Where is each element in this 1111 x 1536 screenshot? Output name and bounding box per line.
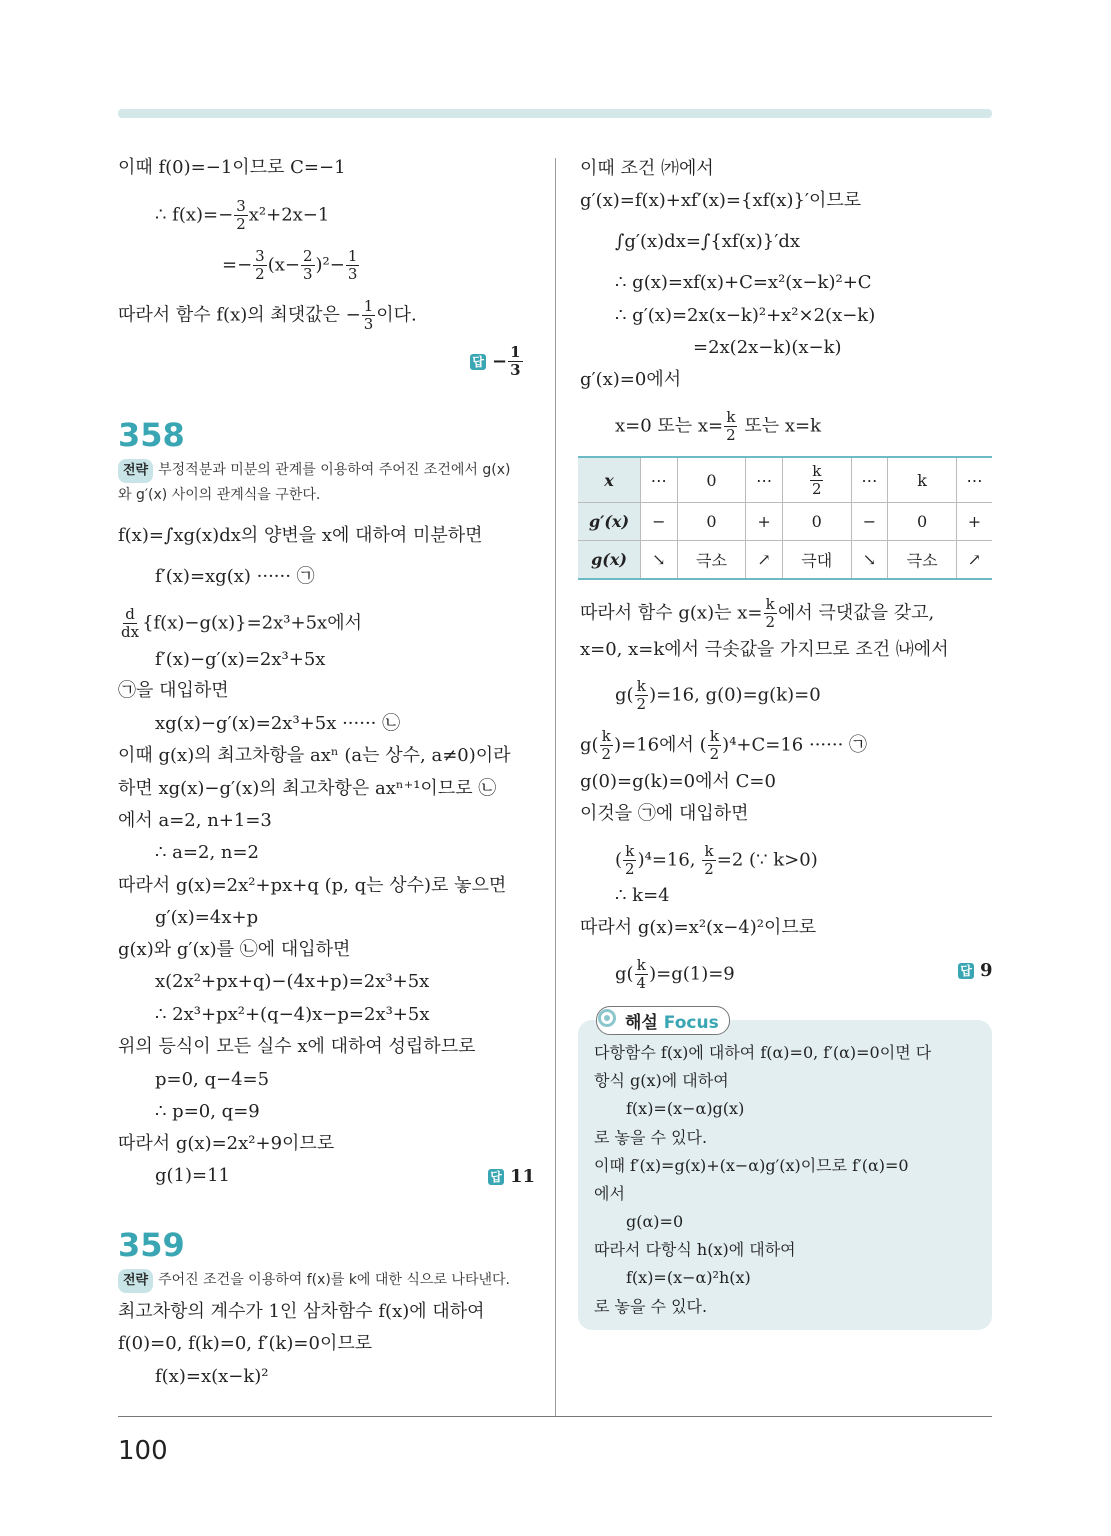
math-line xyxy=(155,841,259,865)
answer-badge: 답 xyxy=(488,1169,504,1185)
math-line xyxy=(118,679,229,703)
math-line xyxy=(118,809,272,833)
math-line xyxy=(118,524,483,548)
math-text: f(x)=(x−α)²h(x) xyxy=(626,1268,751,1287)
math-text: g( xyxy=(615,963,634,985)
math-line xyxy=(118,298,417,333)
increase-decrease-table xyxy=(578,456,992,580)
numerator: k xyxy=(636,956,646,974)
numerator: 3 xyxy=(255,247,265,265)
math-text: ∴ 2x³+px²+(q−4)x−p=2x³+5x xyxy=(155,1004,430,1025)
strategy-text: 주어진 조건을 이용하여 f(x)를 k에 대한 식으로 나타낸다. xyxy=(158,1272,510,1288)
math-line xyxy=(615,409,821,444)
table-cell: ⋯ xyxy=(956,457,992,503)
table-cell: 0 xyxy=(677,457,746,503)
math-text: 이것을 ㉠에 대입하면 xyxy=(580,803,749,824)
math-text: )=g(1)=9 xyxy=(649,963,735,985)
math-text: 따라서 g(x)=2x²+px+q (p, q는 상수)로 놓으면 xyxy=(118,875,507,896)
math-text: g′(x)=f(x)+xf′(x)={xf(x)}′이므로 xyxy=(580,190,862,211)
math-text: ( xyxy=(615,849,623,871)
math-line xyxy=(580,728,867,763)
math-line xyxy=(118,606,362,641)
table-cell: + xyxy=(956,503,992,541)
focus-line xyxy=(626,1097,744,1121)
denominator: 2 xyxy=(636,695,647,713)
denominator: 2 xyxy=(709,745,720,763)
table-row xyxy=(578,503,992,541)
focus-line xyxy=(594,1295,707,1319)
fraction xyxy=(810,463,824,498)
math-text: 따라서 함수 g(x)는 x= xyxy=(580,602,763,624)
math-text: x(2x²+px+q)−(4x+p)=2x³+5x xyxy=(155,971,430,992)
math-text: − xyxy=(492,350,508,372)
answer-value: 11 xyxy=(510,1166,536,1187)
math-text: 에서 xyxy=(594,1184,625,1203)
math-text: 로 놓을 수 있다. xyxy=(594,1297,708,1316)
denominator: 3 xyxy=(347,265,358,283)
math-text: )⁴+C=16 ······ ㉠ xyxy=(722,734,868,756)
math-line xyxy=(615,884,670,908)
math-line xyxy=(580,368,681,392)
math-line xyxy=(615,678,821,713)
focus-line xyxy=(594,1182,625,1206)
math-text: ∴ p=0, q=9 xyxy=(155,1101,260,1122)
math-text: f′(x)−g′(x)=2x³+5x xyxy=(155,649,326,670)
math-line xyxy=(118,1332,372,1356)
focus-title-accent: Focus xyxy=(663,1013,719,1033)
strategy-tag: 전략 xyxy=(118,459,153,483)
math-text: 이때 f′(x)=g(x)+(x−α)g′(x)이므로 f′(α)=0 xyxy=(594,1156,909,1175)
table-cell: 0 xyxy=(782,503,851,541)
math-line xyxy=(615,843,818,878)
numerator: k xyxy=(765,595,775,613)
fraction xyxy=(763,596,777,631)
table-cell: 극소 xyxy=(888,541,957,580)
footer-rule xyxy=(118,1416,992,1417)
fraction xyxy=(346,248,360,283)
math-line xyxy=(118,1300,485,1324)
denominator: 2 xyxy=(726,426,736,444)
math-text: 항식 g(x)에 대하여 xyxy=(594,1071,729,1090)
problem-number-358: 358 xyxy=(118,416,185,454)
math-text: =− xyxy=(222,254,253,276)
math-line xyxy=(118,777,496,801)
table-row xyxy=(578,457,992,503)
math-text: g′(x)=0에서 xyxy=(580,369,682,390)
math-text: x=0 또는 x= xyxy=(615,415,724,437)
column-divider xyxy=(555,158,556,1416)
math-line xyxy=(155,1164,230,1188)
math-text: 최고차항의 계수가 1인 삼차함수 f(x)에 대하여 xyxy=(118,1301,485,1322)
math-text: g( xyxy=(580,734,599,756)
math-line xyxy=(615,304,875,328)
math-text: ㉠을 대입하면 xyxy=(118,680,229,701)
table-cell: + xyxy=(746,503,783,541)
math-line xyxy=(155,648,325,672)
math-text: (x− xyxy=(267,254,300,276)
table-cell: ↗ xyxy=(746,541,783,580)
answer-badge: 답 xyxy=(958,963,974,979)
math-text: 에서 극댓값을 갖고, xyxy=(778,602,935,624)
math-text: )⁴=16, xyxy=(637,849,702,871)
math-text: {f(x)−g(x)}=2x³+5x에서 xyxy=(142,612,362,634)
header-bar xyxy=(118,109,992,118)
math-text: ∴ g(x)=xf(x)+C=x²(x−k)²+C xyxy=(615,272,872,293)
table-cell: ⋯ xyxy=(641,457,678,503)
math-line xyxy=(118,874,506,898)
target-icon xyxy=(598,1009,616,1027)
table-cell: 극소 xyxy=(677,541,746,580)
strategy-text: 와 g′(x) 사이의 관계식을 구한다. xyxy=(118,487,321,503)
math-line xyxy=(155,1365,269,1389)
math-text: f(x)=x(x−k)² xyxy=(155,1366,269,1387)
math-text: f(x)=(x−α)g(x) xyxy=(626,1099,745,1118)
math-line xyxy=(693,336,842,360)
row-header: g(x) xyxy=(578,541,641,580)
math-line xyxy=(222,248,360,283)
math-text: g(1)=11 xyxy=(155,1165,231,1186)
table-cell: ⋯ xyxy=(746,457,783,503)
table-cell: − xyxy=(641,503,678,541)
denominator: 3 xyxy=(363,315,374,333)
math-text: g( xyxy=(615,684,634,706)
table-cell: ↘ xyxy=(641,541,678,580)
answer-value: 9 xyxy=(980,960,993,981)
fraction xyxy=(635,957,649,992)
focus-title xyxy=(596,1006,730,1035)
math-text: 위의 등식이 모든 실수 x에 대하여 성립하므로 xyxy=(118,1036,476,1057)
math-text: 또는 x=k xyxy=(738,415,822,437)
row-header: g′(x) xyxy=(578,503,641,541)
table-cell: 0 xyxy=(677,503,746,541)
table-cell: − xyxy=(851,503,888,541)
denominator: 2 xyxy=(625,860,635,878)
math-line xyxy=(615,230,800,254)
math-text: f′(x)=xg(x) ······ ㉠ xyxy=(155,566,315,587)
table-cell xyxy=(782,457,851,503)
fraction xyxy=(708,728,722,763)
math-text: 다항함수 f(x)에 대하여 f(α)=0, f′(α)=0이면 다 xyxy=(594,1043,932,1062)
table-cell: ↘ xyxy=(851,541,888,580)
table-cell: k xyxy=(888,457,957,503)
math-line xyxy=(155,1068,269,1092)
numerator: k xyxy=(704,842,714,860)
numerator: 1 xyxy=(347,247,358,265)
math-line xyxy=(580,189,861,213)
math-text: g(0)=g(k)=0에서 C=0 xyxy=(580,771,776,792)
page-number: 100 xyxy=(118,1436,168,1466)
numerator: 2 xyxy=(302,247,313,265)
math-line xyxy=(155,970,429,994)
math-line xyxy=(155,1100,260,1124)
denominator: 2 xyxy=(255,265,265,283)
focus-line xyxy=(626,1266,751,1290)
denominator: 2 xyxy=(811,479,822,498)
numerator: 1 xyxy=(363,297,374,315)
math-text: )=16, g(0)=g(k)=0 xyxy=(649,684,821,706)
focus-line xyxy=(594,1154,909,1178)
table-cell: ⋯ xyxy=(851,457,888,503)
fraction xyxy=(724,409,738,444)
math-text: f(0)=0, f(k)=0, f′(k)=0이므로 xyxy=(118,1333,373,1354)
math-text: 따라서 다항식 h(x)에 대하여 xyxy=(594,1240,796,1259)
math-line xyxy=(580,596,934,631)
math-line xyxy=(118,938,350,962)
math-line xyxy=(580,770,776,794)
math-text: 이때 조건 ㈎에서 xyxy=(580,158,714,179)
math-text: 따라서 g(x)=2x²+9이므로 xyxy=(118,1133,335,1154)
denominator: 3 xyxy=(510,361,521,379)
strategy-358 xyxy=(118,458,510,507)
answer-358 xyxy=(488,1166,535,1187)
math-line xyxy=(580,802,749,826)
numerator: 1 xyxy=(510,343,521,361)
fraction xyxy=(253,248,267,283)
fraction xyxy=(508,344,522,379)
fraction xyxy=(635,678,649,713)
problem-number-359: 359 xyxy=(118,1226,185,1264)
answer-value xyxy=(492,343,524,379)
math-text: 로 놓을 수 있다. xyxy=(594,1128,708,1147)
denominator: 4 xyxy=(636,974,647,992)
table-cell: 극대 xyxy=(782,541,851,580)
math-text: 따라서 함수 f(x)의 최댓값은 − xyxy=(118,304,361,326)
math-line xyxy=(118,744,511,768)
fraction xyxy=(362,298,376,333)
table-row xyxy=(578,541,992,580)
math-text: g(α)=0 xyxy=(626,1212,684,1231)
numerator: k xyxy=(812,461,822,480)
row-header: x xyxy=(578,457,641,503)
focus-line xyxy=(594,1069,729,1093)
fraction xyxy=(301,248,315,283)
numerator: k xyxy=(625,842,635,860)
math-text: 이다. xyxy=(376,304,417,326)
strategy-359 xyxy=(118,1268,510,1293)
math-text: x²+2x−1 xyxy=(248,204,330,226)
numerator: k xyxy=(709,727,719,745)
numerator: k xyxy=(636,677,646,695)
math-line xyxy=(155,712,400,736)
fraction xyxy=(623,843,637,878)
answer-badge: 답 xyxy=(470,354,486,370)
math-text: x=0, x=k에서 극솟값을 가지므로 조건 ㈏에서 xyxy=(580,639,949,660)
math-text: 이때 g(x)의 최고차항을 axⁿ (a는 상수, a≠0)이라 xyxy=(118,745,511,766)
denominator: 2 xyxy=(601,745,612,763)
numerator: k xyxy=(601,727,611,745)
math-text: =2x(2x−k)(x−k) xyxy=(693,337,842,358)
math-text: 이때 f(0)=−1이므로 C=−1 xyxy=(118,157,346,178)
strategy-text: 부정적분과 미분의 관계를 이용하여 주어진 조건에서 g(x) xyxy=(158,462,511,478)
math-text: =2 (∵ k>0) xyxy=(716,849,818,871)
math-text: p=0, q−4=5 xyxy=(155,1069,270,1090)
math-text: ∴ g′(x)=2x(x−k)²+x²×2(x−k) xyxy=(615,305,876,326)
math-text: 하면 xg(x)−g′(x)의 최고차항은 axⁿ⁺¹이므로 ㉡ xyxy=(118,778,497,799)
math-line xyxy=(118,1035,475,1059)
math-text: 에서 a=2, n+1=3 xyxy=(118,810,272,831)
math-text: ∴ k=4 xyxy=(615,885,670,906)
math-line xyxy=(155,906,258,930)
math-text: f(x)=∫xg(x)dx의 양변을 x에 대하여 미분하면 xyxy=(118,525,483,546)
math-text: 따라서 g(x)=x²(x−4)²이므로 xyxy=(580,917,817,938)
denominator: dx xyxy=(121,623,140,641)
math-text: g′(x)=4x+p xyxy=(155,907,259,928)
answer-359 xyxy=(958,960,993,981)
focus-title-text: 해설 xyxy=(625,1013,658,1033)
math-line xyxy=(580,157,714,181)
math-line xyxy=(155,1003,430,1027)
strategy-tag: 전략 xyxy=(118,1269,153,1293)
math-line xyxy=(155,565,315,589)
math-text: ∴ a=2, n=2 xyxy=(155,842,260,863)
table-cell: ↗ xyxy=(956,541,992,580)
fraction xyxy=(702,843,716,878)
numerator: 3 xyxy=(236,197,246,215)
focus-line xyxy=(594,1126,707,1150)
math-line xyxy=(155,198,329,233)
math-line xyxy=(580,638,949,662)
math-text: )²− xyxy=(315,254,345,276)
math-text: xg(x)−g′(x)=2x³+5x ······ ㉡ xyxy=(155,713,401,734)
fraction xyxy=(119,606,141,641)
math-line xyxy=(580,916,816,940)
answer-357 xyxy=(470,344,524,379)
numerator: k xyxy=(726,408,736,426)
focus-line xyxy=(626,1210,683,1234)
math-line xyxy=(615,957,735,992)
focus-line xyxy=(594,1238,796,1262)
denominator: 2 xyxy=(236,215,246,233)
numerator: d xyxy=(125,605,135,623)
denominator: 3 xyxy=(302,265,313,283)
math-line xyxy=(118,156,346,180)
math-line xyxy=(118,1132,334,1156)
math-line xyxy=(615,271,872,295)
math-text: ∫g′(x)dx=∫{xf(x)}′dx xyxy=(615,231,800,252)
fraction xyxy=(600,728,614,763)
denominator: 2 xyxy=(704,860,714,878)
fraction xyxy=(234,198,248,233)
math-text: )=16에서 ( xyxy=(614,734,707,756)
denominator: 2 xyxy=(765,613,775,631)
focus-line xyxy=(594,1041,931,1065)
table-cell: 0 xyxy=(888,503,957,541)
math-text: g(x)와 g′(x)를 ㉡에 대입하면 xyxy=(118,939,351,960)
math-text: ∴ f(x)=− xyxy=(155,204,234,226)
